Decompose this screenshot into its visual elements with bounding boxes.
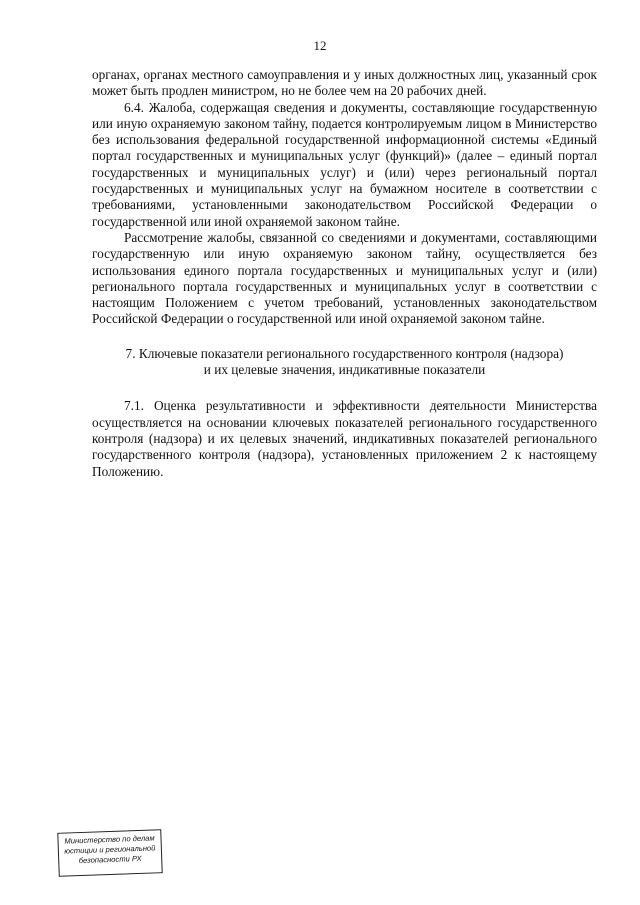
section-7-heading-line-2: и их целевые значения, индикативные показатели xyxy=(203,362,486,378)
paragraph-continuation: органах, органах местного самоуправления и у иных должностных лиц, указанный срок может быть продлен министром, но не более чем на 20 рабочих дней. xyxy=(92,67,597,99)
section-7-heading xyxy=(92,346,597,379)
paragraph-6-4: 6.4. Жалоба, содержащая сведения и документы, составляющие государственную или иную охраняемую законом тайну, подается контролируемым лицом в Министерство без использования федеральной государственной информационной системы «Единый портал государственных и муниципальных услуг (функций)» (далее – единый портал государственных и муниципальных услуг) и (или) через региональный портал государственных и муниципальных услуг на бумажном носителе в соответствии с требованиями, установленными законодательством Российской Федерации о государственной или иной охраняемой законом тайне. xyxy=(92,99,597,229)
section-7-heading-line-1: 7. Ключевые показатели регионального государственного контроля (надзора) xyxy=(125,345,564,361)
paragraph-consideration: Рассмотрение жалобы, связанной со сведениями и документами, составляющими государственную или иную охраняемую законом тайну, осуществляется без использования единого портала государственных и муниципальных услуг и (или) регионального портала государственных и муниципальных услуг в соответствии с настоящим Положением с учетом требований, установленных законодательством Российской Федерации о государственной или иной охраняемой законом тайне. xyxy=(92,229,597,327)
stamp-line-3: безопасности РХ xyxy=(78,853,142,866)
stamp-line-2: юстиции и региональной xyxy=(64,843,156,856)
paragraph-7-1: 7.1. Оценка результативности и эффективности деятельности Министерства осуществляется на основании ключевых показателей регионального государственного контроля (надзора) и их целевых значений, индикативных показателей регионального государственного контроля (надзора), установленных приложением 2 к настоящему Положению. xyxy=(92,398,597,479)
stamp-line-1: Министерство по делам xyxy=(64,833,155,846)
page-number: 12 xyxy=(313,38,327,53)
document-body xyxy=(92,67,597,480)
ministry-stamp xyxy=(57,829,162,877)
